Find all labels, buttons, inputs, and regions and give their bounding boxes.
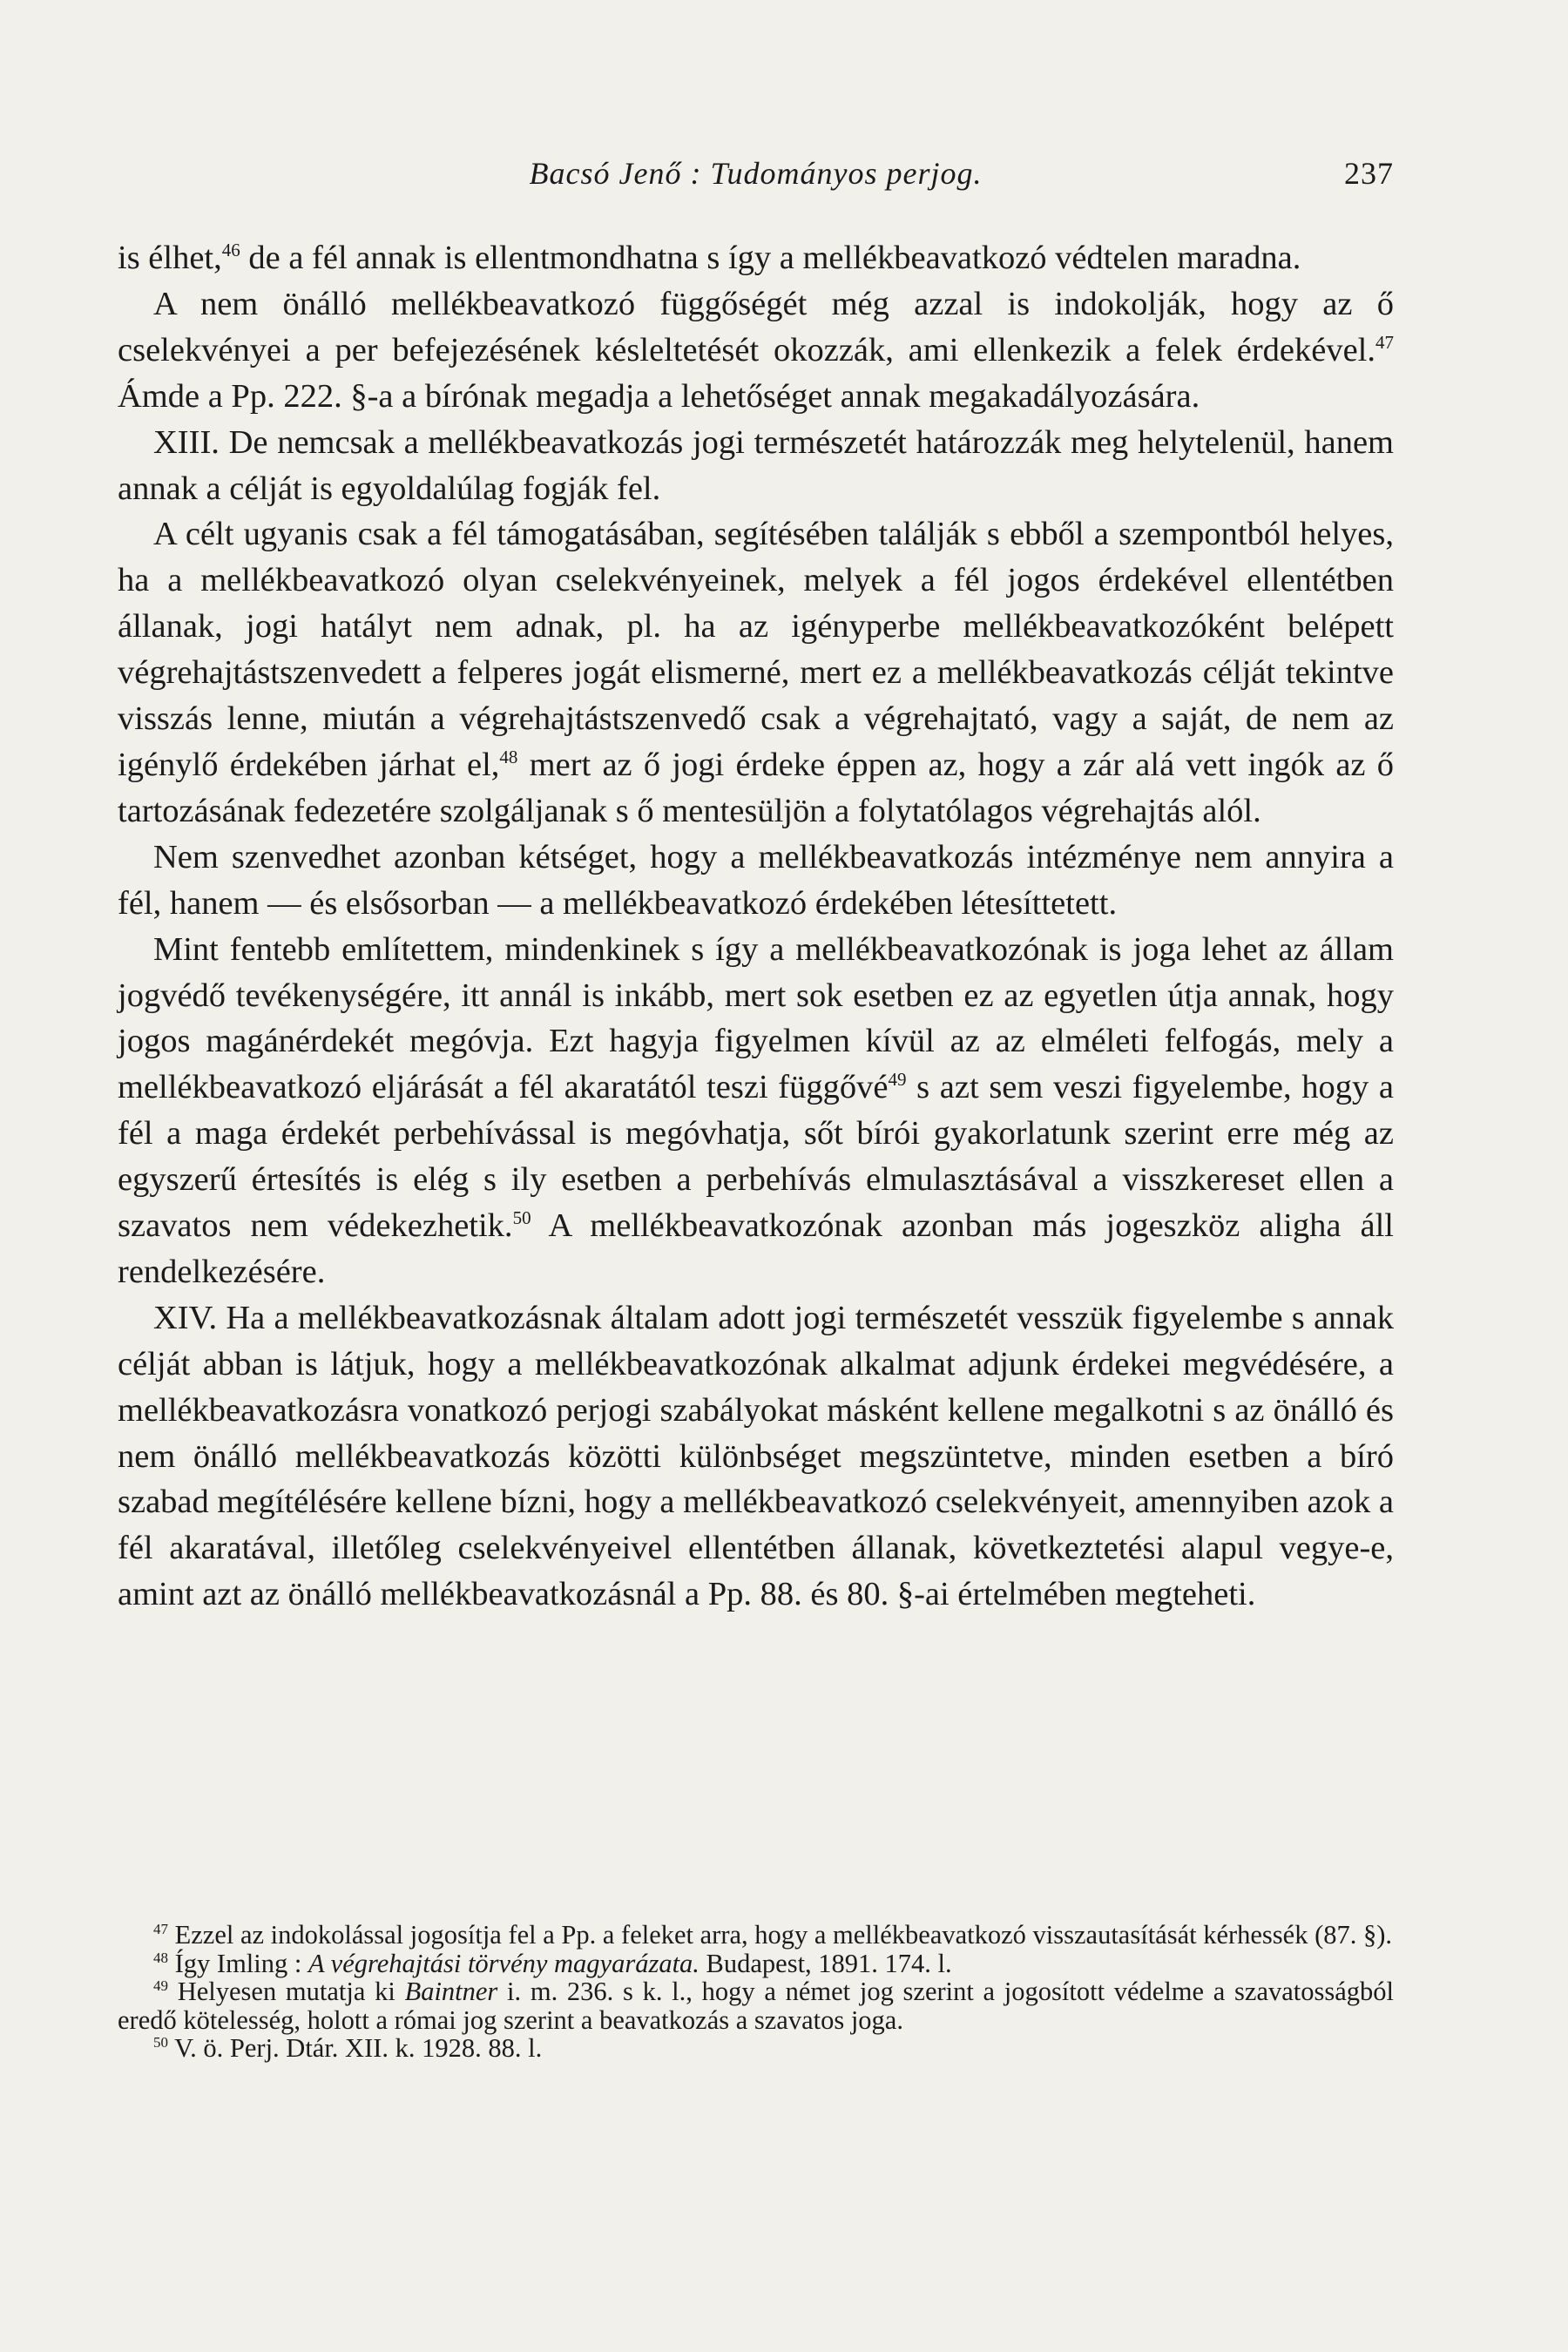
text-span: Mint fentebb említettem, mindenkinek s így a mellékbeavatkozónak is joga lehet az állam jogvédő tevékenységére, itt annál is inkább, mert sok esetben ez az egyetlen útja annak, hogy jogos magánérdekét megóvja. Ezt hagyja figyelmen kívül az az elméleti felfogás, mely a mellékbeavatkozó eljárását a fél akaratától teszi függővé [118,930,1394,1106]
footnote-ref-49: 49 [888,1069,907,1091]
paragraph-1 [118,235,1394,281]
page-number: 237 [1344,156,1394,191]
text-span: de a fél annak is ellentmondhatna s így a mellékbeavatkozó védtelen maradna. [240,240,1301,276]
footnote-49 [118,1977,1394,2034]
footnote-ref-50: 50 [512,1207,531,1229]
paragraph-6 [118,927,1394,1295]
main-text [118,235,1394,1618]
text-span: A nem önálló mellékbeavatkozó függőségét még azzal is indokolják, hogy az ő cselekvényei a per befejezésének késleltetését okozzák, ami ellenkezik a felek érdekével. [118,285,1394,368]
cited-title: A végrehajtási törvény magyarázata. [308,1948,700,1978]
footnote-text: Ezzel az indokolással jogosítja fel a Pp. a feleket arra, hogy a mellékbeavatkozó visszautasítását kérhessék (87. §). [168,1920,1393,1950]
paragraph-7-section-xiv: XIV. Ha a mellékbeavatkozásnak általam adott jogi természetét vesszük figyelembe s annak célját abban is látjuk, hogy a mellékbeavatkozónak alkalmat adjunk érdekei megvédésére, a mellékbeavatkozásra vonatkozó perjogi szabályokat másként kellene megalkotni s az önálló és nem önálló mellékbeavatkozás közötti különbséget megszüntetve, minden esetben a bíró szabad megítélésére kellene bízni, hogy a mellékbeavatkozó cselekvényeit, amennyiben azok a fél akaratával, illetőleg cselekvényeivel ellentétben állanak, következtetési alapul vegye-e, amint azt az önálló mellékbeavatkozásnál a Pp. 88. és 80. §-ai értelmében megteheti. [118,1299,1394,1613]
paragraph-3-section-xiii: XIII. De nemcsak a mellékbeavatkozás jogi természetét határozzák meg helytelenül, hanem annak a célját is egyoldalúlag fogják fel. [118,423,1394,507]
text-span: A mellékbeavatkozónak azonban más jogeszköz aligha áll rendelkezésére. [118,1207,1395,1290]
footnote-text: i. m. 236. s k. l., hogy a német jog szerint a jogosított védelme a szavatosságból eredő kötelesség, holott a római jog szerint a beavatkozás a szavatos joga. [118,1977,1395,2035]
paragraph-4 [118,511,1394,834]
footnote-text: Így Imling : [168,1948,308,1978]
text-span: is élhet, [118,240,222,276]
running-title: Bacsó Jenő : Tudományos perjog. [529,156,983,191]
text-span: mert az ő jogi érdeke éppen az, hogy a zár alá vett ingók az ő tartozásának fedezetére szolgáljanak s ő mentesüljön a folytatólagos végrehajtás alól. [118,746,1394,829]
cited-author: Baintner [404,1977,498,2006]
page-header [118,155,1394,199]
paragraph-5: Nem szenvedhet azonban kétséget, hogy a mellékbeavatkozás intézménye nem annyira a fél, hanem — és elsősorban — a mellékbeavatkozó érdekében létesíttetett. [118,838,1394,922]
footnote-text: Helyesen mutatja ki [168,1977,405,2006]
paragraph-2 [118,281,1394,420]
footnote-text: V. ö. Perj. Dtár. XII. k. 1928. 88. l. [168,2033,543,2063]
footnote-text: Budapest, 1891. 174. l. [699,1948,952,1978]
footnote-ref-48: 48 [499,746,518,767]
footnotes [118,1921,1394,2063]
text-span: s azt sem veszi figyelembe, hogy a fél a maga érdekét perbehívással is megóvhatja, sőt bírói gyakorlatunk szerint erre még az egyszerű értesítés is elég s ily esetben a perbehívás elmulasztásával a visszkereset ellen a szavatos nem védekezhetik. [118,1069,1394,1245]
footnote-ref-46: 46 [221,240,240,260]
text-span: A célt ugyanis csak a fél támogatásában, segítésében találják s ebből a szempontból helyes, ha a mellékbeavatkozó olyan cselekvényeinek, melyek a fél jogos érdekével ellentétben állanak, jogi hatályt nem adnak, pl. ha az igényperbe mellékbeavatkozóként belépett végrehajtástszenvedett a felperes jogát elismerné, mert ez a mellékbeavatkozás célját tekintve visszás lenne, miután a végrehajtástszenvedő csak a végrehajtató, vagy a saját, de nem az igénylő érdekében járhat el, [118,516,1394,783]
footnote-48 [118,1950,1394,1978]
footnote-50 [118,2034,1394,2063]
footnote-ref-47: 47 [1375,331,1394,353]
footnote-number: 47 [153,1921,168,1937]
text-span: Ámde a Pp. 222. §-a a bírónak megadja a lehetőséget annak megakadályozására. [118,377,1200,415]
footnote-number: 50 [153,2034,168,2051]
footnote-47 [118,1921,1394,1950]
footnote-number: 48 [153,1949,168,1966]
footnote-number: 49 [153,1977,168,1994]
